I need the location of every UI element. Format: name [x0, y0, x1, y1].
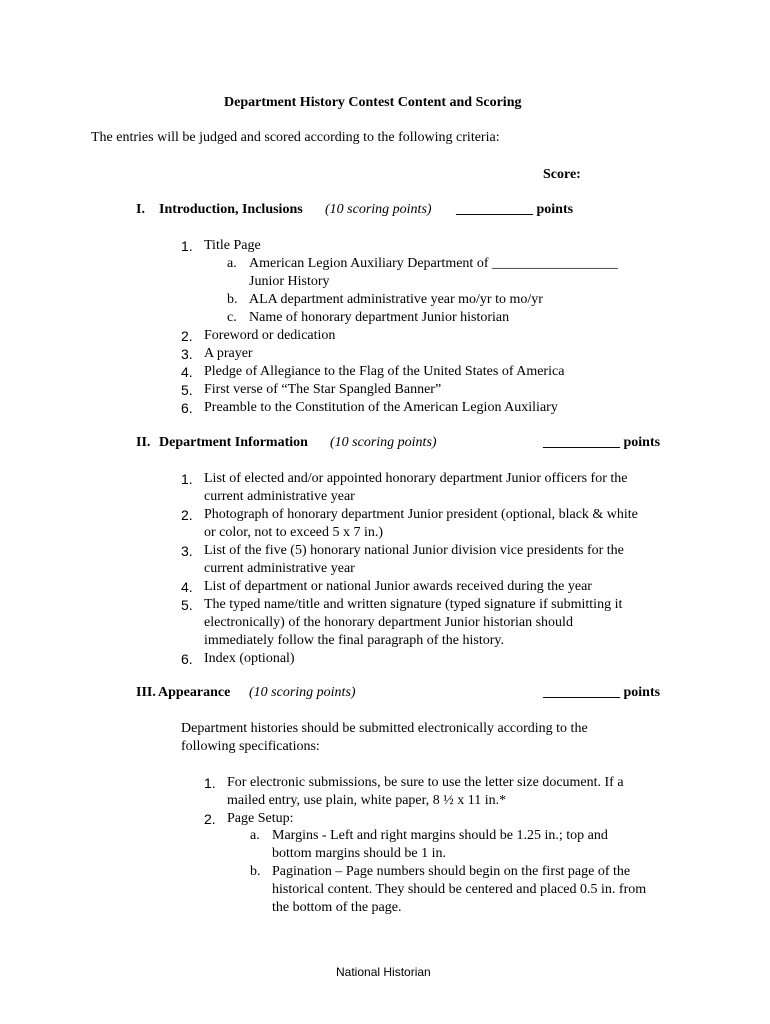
- section-2-score-blank: ___________ points: [543, 435, 661, 450]
- sub-item: Margins - Left and right margins should be 1.25 in.; top and: [272, 828, 608, 843]
- section-3-intro: Department histories should be submitted electronically according to the: [181, 721, 588, 736]
- list-item-number: 1.: [181, 238, 193, 254]
- list-item: or color, not to exceed 5 x 7 in.): [204, 525, 384, 540]
- list-item: Preamble to the Constitution of the American Legion Auxiliary: [204, 400, 558, 415]
- sub-item-letter: b.: [250, 864, 261, 879]
- list-item: The typed name/title and written signature (typed signature if submitting it: [204, 597, 623, 612]
- list-item-number: 2.: [181, 328, 193, 344]
- list-item: List of elected and/or appointed honorary department Junior officers for the: [204, 471, 628, 486]
- sub-item: Pagination – Page numbers should begin on the first page of the: [272, 864, 631, 879]
- list-item: Pledge of Allegiance to the Flag of the United States of America: [204, 364, 565, 379]
- list-item: immediately follow the final paragraph of the history.: [204, 633, 505, 648]
- sub-item: Name of honorary department Junior historian: [249, 310, 510, 325]
- section-3-numeral: III.: [136, 685, 156, 700]
- section-1-score-blank: ___________ points: [456, 202, 574, 217]
- sub-item-letter: c.: [227, 310, 237, 325]
- list-item-number: 4.: [181, 364, 193, 380]
- score-label: Score:: [543, 167, 581, 182]
- sub-item: ALA department administrative year mo/yr to mo/yr: [249, 292, 543, 307]
- section-2-numeral: II.: [136, 435, 151, 450]
- section-1-numeral: I.: [136, 202, 145, 217]
- list-item-number: 6.: [181, 651, 193, 667]
- list-item: List of department or national Junior awards received during the year: [204, 579, 592, 594]
- section-3-score-blank: ___________ points: [543, 685, 661, 700]
- sub-item: bottom margins should be 1 in.: [272, 846, 446, 861]
- page-footer: National Historian: [336, 965, 431, 979]
- sub-item-letter: b.: [227, 292, 238, 307]
- sub-item: historical content. They should be centered and placed 0.5 in. from: [272, 882, 647, 897]
- list-item-number: 3.: [181, 346, 193, 362]
- list-item: Foreword or dedication: [204, 328, 336, 343]
- list-item: Title Page: [204, 238, 261, 253]
- sub-item: American Legion Auxiliary Department of __________________: [249, 256, 618, 271]
- list-item: A prayer: [204, 346, 253, 361]
- list-item: First verse of “The Star Spangled Banner”: [204, 382, 442, 397]
- list-item: Index (optional): [204, 651, 295, 666]
- section-1-points-note: (10 scoring points): [325, 202, 432, 217]
- sub-item-letter: a.: [250, 828, 260, 843]
- list-item-number: 1.: [181, 471, 193, 487]
- list-item-number: 1.: [204, 775, 216, 791]
- sub-item: Junior History: [249, 274, 330, 289]
- section-2-heading: Department Information: [159, 435, 308, 450]
- list-item: mailed entry, use plain, white paper, 8 ½ x 11 in.*: [227, 793, 507, 808]
- section-3-intro: following specifications:: [181, 739, 320, 754]
- list-item: current administrative year: [204, 489, 355, 504]
- list-item: For electronic submissions, be sure to use the letter size document. If a: [227, 775, 624, 790]
- list-item-number: 3.: [181, 543, 193, 559]
- list-item: current administrative year: [204, 561, 355, 576]
- list-item: List of the five (5) honorary national Junior division vice presidents for the: [204, 543, 624, 558]
- list-item-number: 2.: [181, 507, 193, 523]
- section-3-heading: Appearance: [158, 685, 231, 700]
- page-title: Department History Contest Content and Scoring: [224, 95, 522, 110]
- section-1-heading: Introduction, Inclusions: [159, 202, 303, 217]
- section-2-points-note: (10 scoring points): [330, 435, 437, 450]
- sub-item: the bottom of the page.: [272, 900, 402, 915]
- list-item-number: 5.: [181, 382, 193, 398]
- intro-text: The entries will be judged and scored according to the following criteria:: [91, 130, 500, 145]
- list-item-number: 6.: [181, 400, 193, 416]
- list-item: electronically) of the honorary department Junior historian should: [204, 615, 573, 630]
- section-3-points-note: (10 scoring points): [249, 685, 356, 700]
- sub-item-letter: a.: [227, 256, 237, 271]
- list-item-number: 2.: [204, 811, 216, 827]
- list-item-number: 5.: [181, 597, 193, 613]
- list-item-number: 4.: [181, 579, 193, 595]
- list-item: Photograph of honorary department Junior president (optional, black & white: [204, 507, 638, 522]
- list-item: Page Setup:: [227, 811, 294, 826]
